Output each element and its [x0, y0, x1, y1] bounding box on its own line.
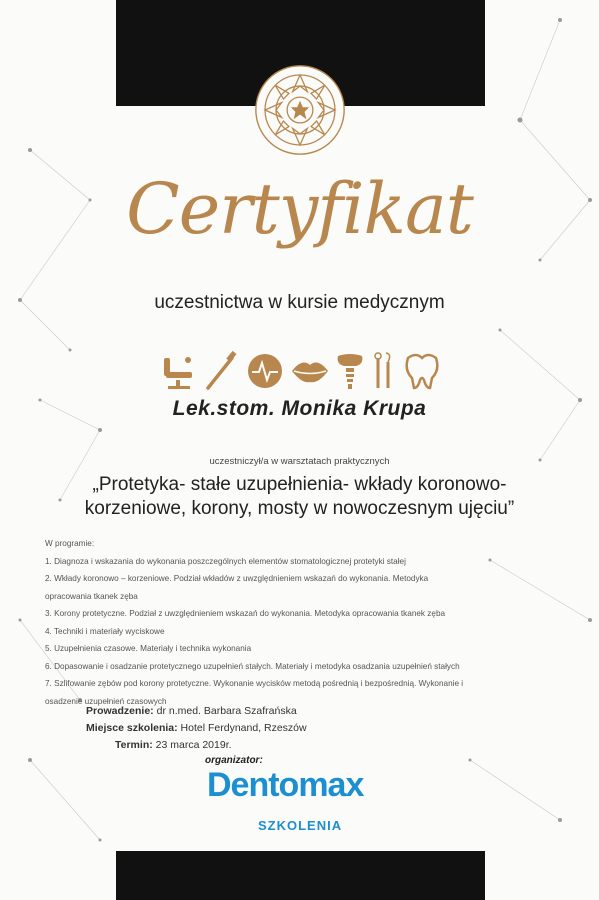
program-line: opracowania tkanek zęba	[45, 591, 138, 601]
date-value: 23 marca 2019r.	[155, 739, 232, 751]
organizer-label: organizator:	[205, 755, 263, 766]
location-value: Hotel Ferdynand, Rzeszów	[180, 722, 307, 734]
location-row	[86, 720, 307, 737]
course-title-line-1: „Protetyka- stałe uzupełnienia- wkłady koronowo-	[92, 474, 507, 495]
certificate-title: Certyfikat	[126, 168, 473, 250]
dental-implant-icon	[338, 354, 363, 389]
program-line: 5. Uzupełnienia czasowe. Materiały i technika wykonania	[45, 644, 252, 653]
program-line: 1. Diagnoza i wskazania do wykonania poszczególnych elementów stomatologicznej protetyki stałej	[45, 556, 406, 566]
dental-chair-icon	[164, 357, 192, 389]
program-line: 7. Szlifowanie zębów pod korony protetyczne. Wykonanie wycisków metodą pośrednią i bezpośrednią. Wykonanie i	[45, 679, 464, 688]
certificate-subtitle: uczestnictwa w kursie medycznym	[154, 292, 445, 313]
dentomax-logo: Dentomax	[207, 766, 364, 804]
program-heading: W programie:	[45, 539, 95, 548]
instructor-label: Prowadzenie:	[86, 705, 154, 717]
tooth-icon	[407, 355, 438, 388]
dental-tools-icon	[375, 353, 390, 388]
dental-icons-row	[160, 350, 440, 392]
date-label: Termin:	[115, 739, 153, 751]
course-title	[40, 473, 559, 521]
location-label: Miejsce szkolenia:	[86, 722, 178, 734]
heartbeat-icon	[248, 354, 282, 388]
participant-name: Lek.stom. Monika Krupa	[172, 397, 427, 420]
program-line: 3. Korony protetyczne. Podział z uwzględnieniem wskazań do wykonania. Metodyka opracowania tkanek zęba	[45, 609, 446, 618]
program-line: 2. Wkłady koronowo – korzeniowe. Podział wkładów z uwzględnieniem wskazań do wykonania. Metodyka	[45, 574, 429, 583]
instructor-value: dr n.med. Barbara Szafrańska	[156, 705, 297, 717]
bottom-black-bar	[116, 851, 485, 900]
mandala-ornament-icon	[254, 64, 346, 156]
dentomax-logo-subtitle: SZKOLENIA	[258, 818, 343, 833]
participation-statement: uczestniczył/a w warsztatach praktycznych	[209, 456, 390, 467]
course-title-line-2: korzeniowe, korony, mosty w nowoczesnym ujęciu”	[84, 498, 515, 519]
date-row	[86, 737, 307, 754]
program-section	[45, 535, 565, 710]
program-line: osadzenie uzupełnień czasowych	[45, 696, 167, 706]
instructor-row	[86, 703, 307, 720]
program-line: 6. Dopasowanie i osadzanie protetycznego uzupełnień stałych. Materiały i metodyka osadzania uzupełnień stałych	[45, 661, 460, 671]
course-details	[86, 703, 307, 754]
lips-icon	[292, 363, 328, 383]
toothbrush-icon	[208, 351, 237, 388]
program-line: 4. Techniki i materiały wyciskowe	[45, 626, 165, 636]
